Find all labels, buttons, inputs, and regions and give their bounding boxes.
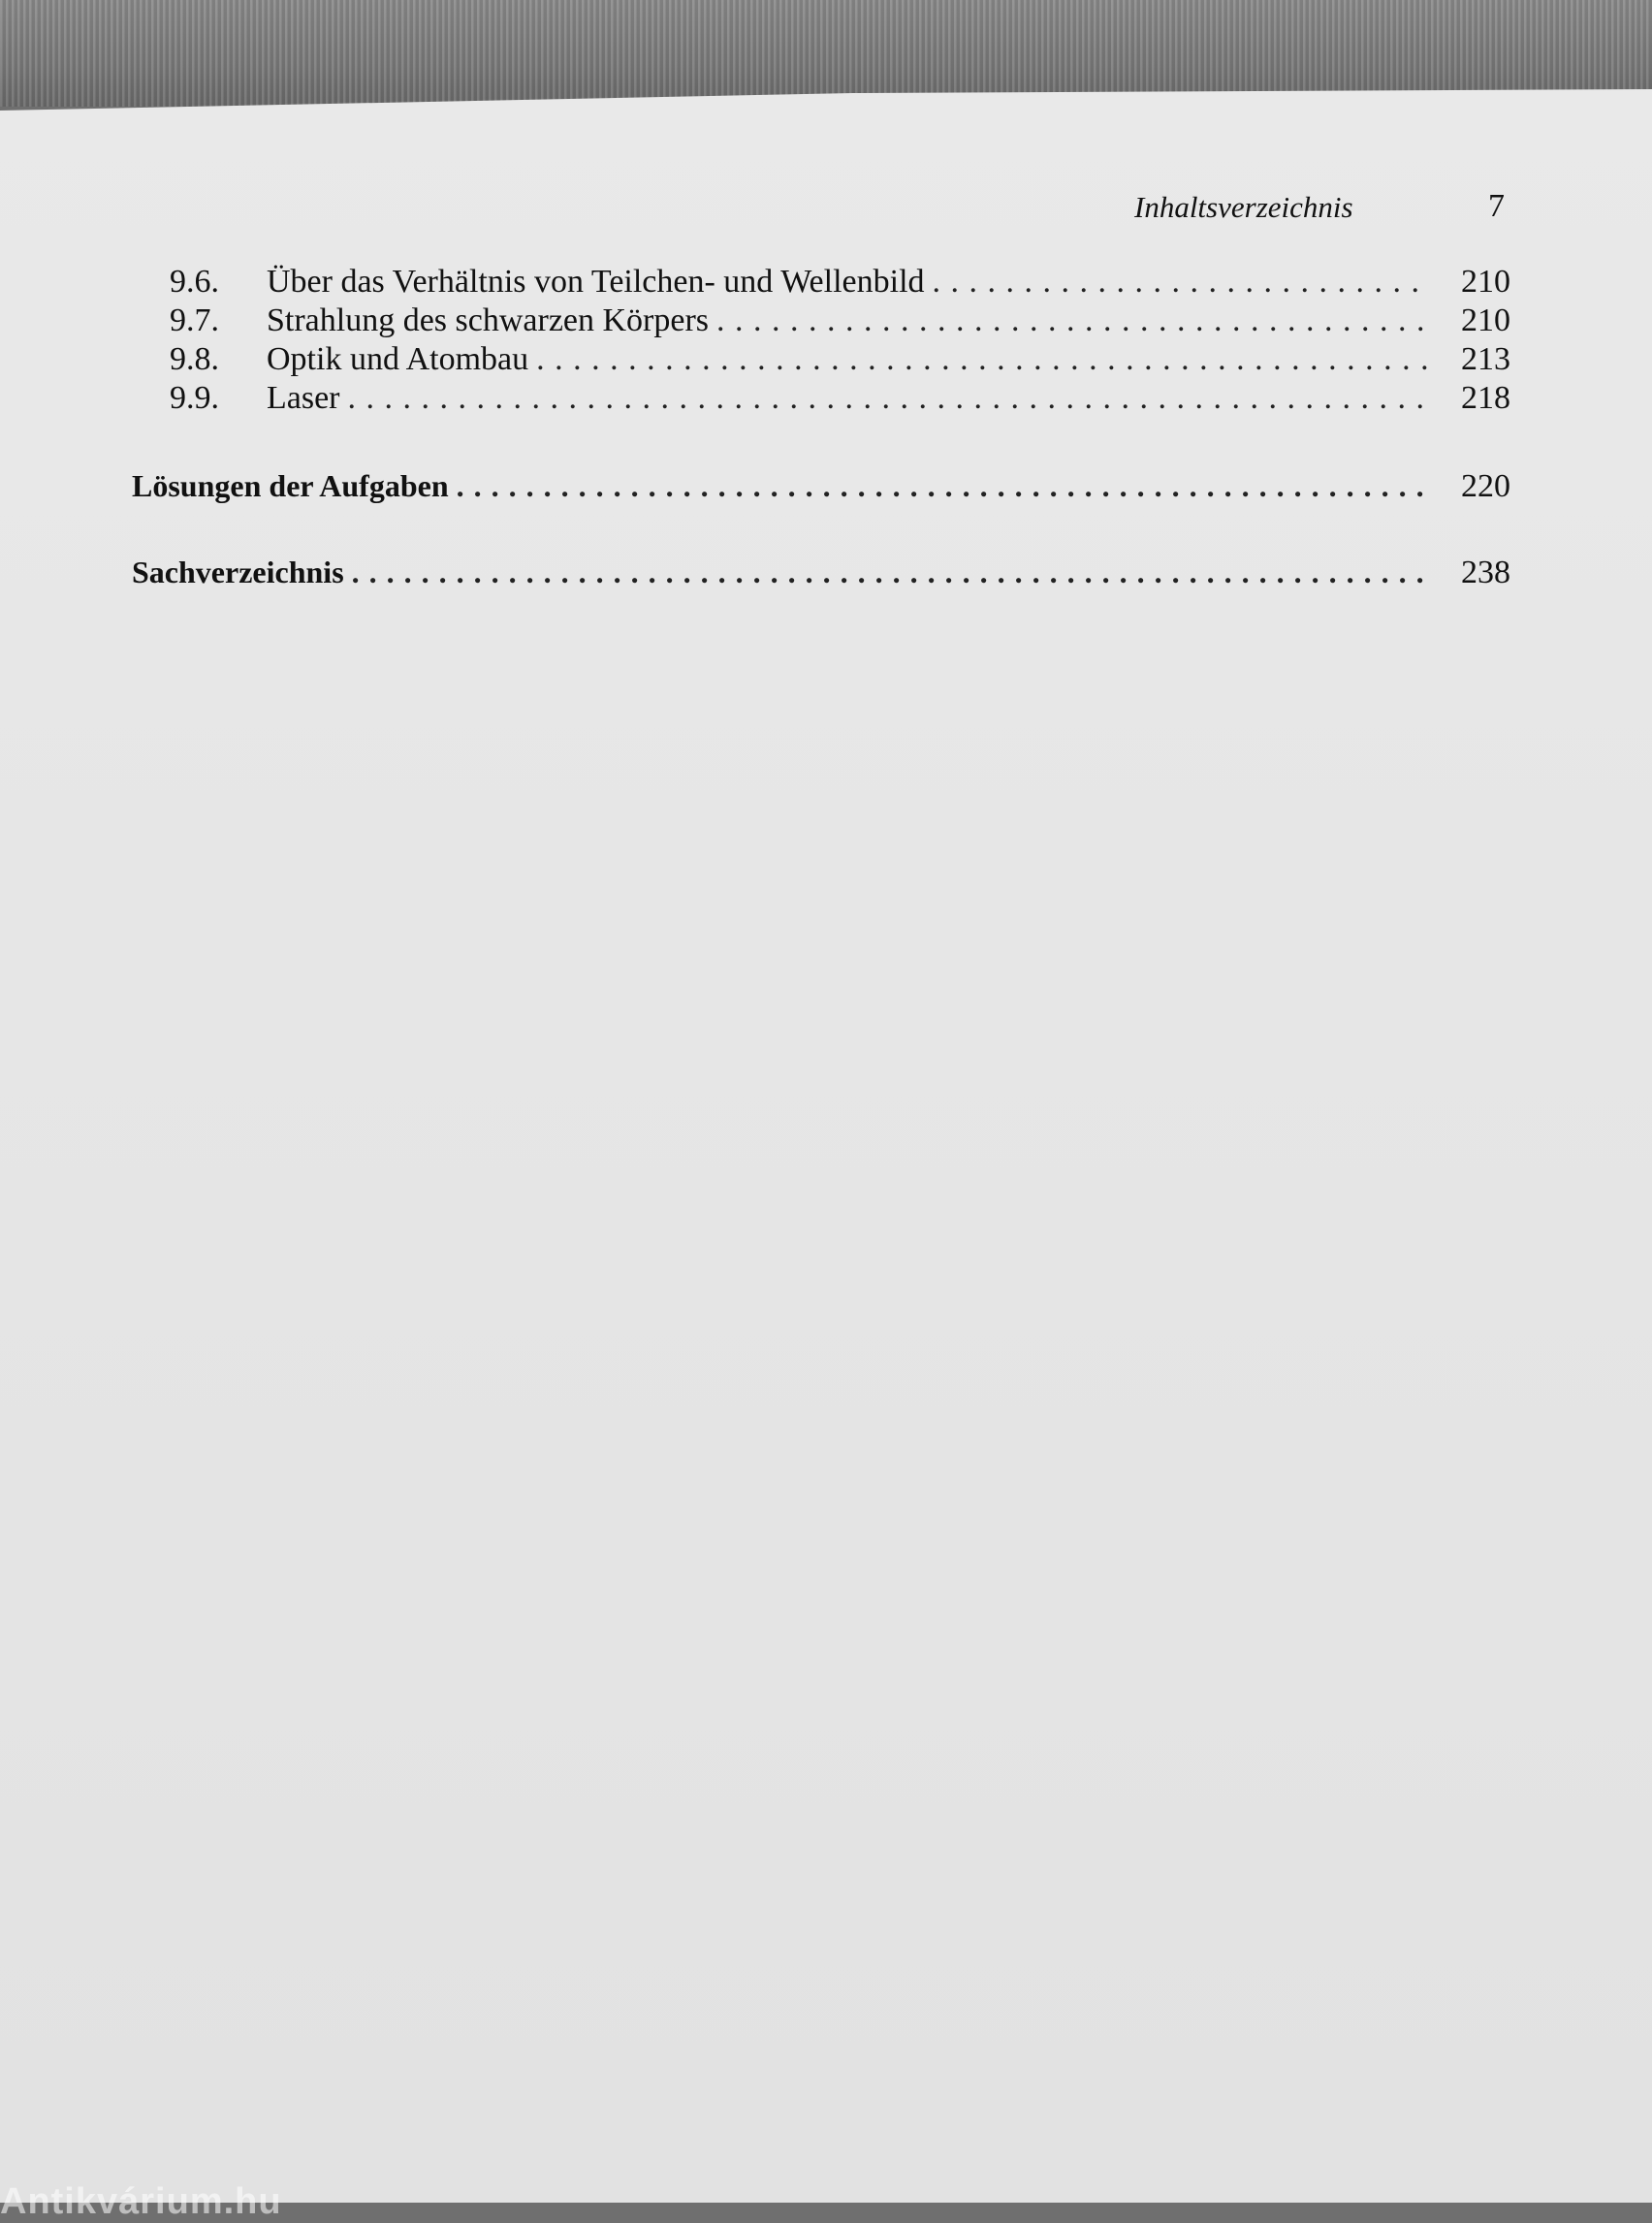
toc-entry-number: 9.8.: [170, 341, 219, 377]
toc-entry-9-8: [170, 341, 1510, 380]
toc-entry-title: Strahlung des schwarzen Körpers: [267, 302, 710, 338]
toc-section-loesungen: [132, 468, 1510, 507]
toc-section-page: 238: [1461, 555, 1510, 590]
toc-section-page: 220: [1461, 468, 1510, 504]
toc-entry-title: Laser: [267, 380, 340, 416]
dot-leader: [352, 555, 1431, 590]
toc-entry-9-6: [170, 264, 1510, 302]
toc-entry-number: 9.7.: [170, 302, 219, 338]
watermark: Antikvárium.hu: [0, 2181, 282, 2222]
running-header: [1134, 190, 1512, 229]
toc-entry-page: 210: [1461, 302, 1510, 338]
header-title: Inhaltsverzeichnis: [1134, 190, 1353, 224]
dot-leader: [933, 264, 1431, 301]
dot-leader: [348, 380, 1431, 417]
dot-leader: [536, 341, 1431, 378]
toc-section-title: Sachverzeichnis: [132, 555, 344, 589]
toc-entry-9-9: [170, 380, 1510, 419]
toc-entry-title: Über das Verhältnis von Teilchen- und Wellenbild: [267, 264, 925, 300]
toc-section-sachverzeichnis: [132, 555, 1510, 593]
toc-section-title: Lösungen der Aufgaben: [132, 468, 449, 503]
toc-entry-number: 9.6.: [170, 264, 219, 300]
header-page-number: 7: [1488, 188, 1505, 224]
dot-leader: [716, 302, 1431, 339]
dot-leader: [457, 468, 1431, 504]
toc-entry-page: 218: [1461, 380, 1510, 416]
toc-entry-9-7: [170, 302, 1510, 341]
toc-entry-page: 213: [1461, 341, 1510, 377]
toc-entry-title: Optik und Atombau: [267, 341, 529, 377]
toc-entry-number: 9.9.: [170, 380, 219, 416]
toc-entry-page: 210: [1461, 264, 1510, 300]
